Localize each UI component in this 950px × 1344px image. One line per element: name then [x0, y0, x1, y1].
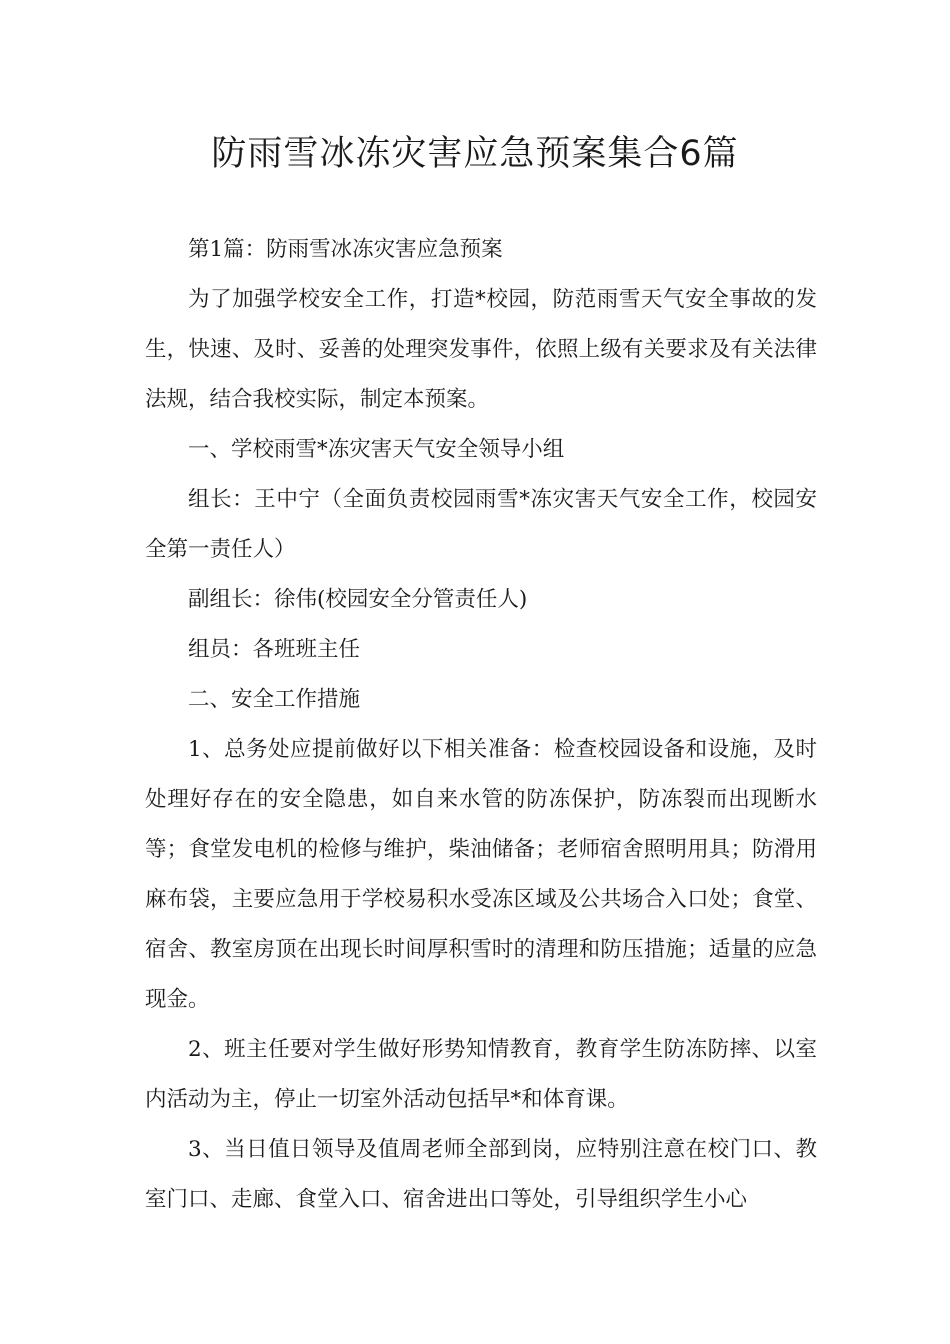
paragraph-measure-3: 3、当日值日领导及值周老师全部到岗，应特别注意在校门口、教室门口、走廊、食堂入口、宿舍进出口等处，引导组织学生小心 [145, 1137, 817, 1212]
section-heading-measures: 二、安全工作措施 [188, 687, 361, 712]
paragraph-measure-1: 1、总务处应提前做好以下相关准备：检查校园设备和设施，及时处理好存在的安全隐患，如自来水管的防冻保护，防冻裂而出现断水等；食堂发电机的检修与维护，柴油储备；老师宿舍照明用具；防滑用麻布袋，主要应急用于学校易积水受冻区域及公共场合入口处；食堂、宿舍、教室房顶在出现长时间厚积雪时的清理和防压措施；适量的应急现金。 [145, 737, 817, 1012]
paragraph-leader: 组长：王中宁（全面负责校园雨雪*冻灾害天气安全工作，校园安全第一责任人） [145, 487, 817, 562]
paragraph-intro: 为了加强学校安全工作，打造*校园，防范雨雪天气安全事故的发生，快速、及时、妥善的处理突发事件，依照上级有关要求及有关法律法规，结合我校实际，制定本预案。 [145, 287, 817, 412]
paragraph-heading: 第1篇：防雨雪冰冻灾害应急预案 [188, 237, 503, 262]
document-body [145, 225, 817, 1225]
document-title: 防雨雪冰冻灾害应急预案集合6篇 [211, 134, 739, 174]
paragraph-members: 组员：各班班主任 [188, 637, 361, 662]
paragraph-measure-2: 2、班主任要对学生做好形势知情教育，教育学生防冻防摔、以室内活动为主，停止一切室外活动包括早*和体育课。 [145, 1037, 817, 1112]
paragraph-deputy-leader: 副组长：徐伟(校园安全分管责任人) [188, 587, 528, 612]
section-heading-leadership: 一、学校雨雪*冻灾害天气安全领导小组 [188, 437, 565, 462]
